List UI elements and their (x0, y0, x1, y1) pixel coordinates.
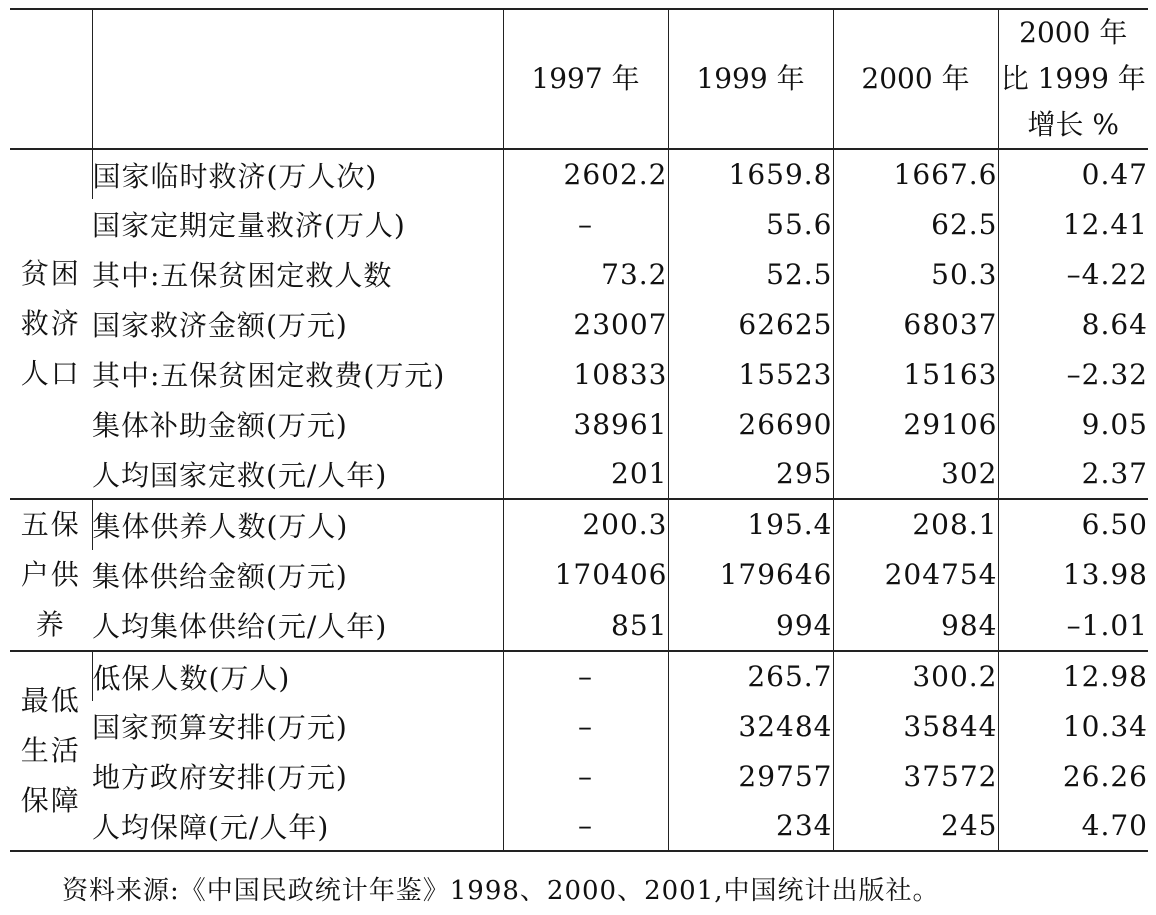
value-cell-v2000: 984 (833, 600, 998, 651)
value-cell-v2000: 245 (833, 801, 998, 851)
value-cell-v1999: 179646 (668, 550, 833, 601)
value-cell-growth: –2.32 (998, 349, 1148, 399)
value-cell-growth: 6.50 (998, 499, 1148, 550)
value-cell-v1999: 1659.8 (668, 149, 833, 199)
value-cell-growth: 2.37 (998, 449, 1148, 499)
table-row (10, 199, 1148, 249)
value-cell-v2000: 302 (833, 449, 998, 499)
category-line: 户供 (20, 558, 81, 591)
value-cell-v1997: 2602.2 (503, 149, 668, 199)
value-cell-v1999: 26690 (668, 399, 833, 449)
value-cell-v2000: 68037 (833, 299, 998, 349)
category-line: 最低 (20, 684, 81, 717)
value-cell-growth: 4.70 (998, 801, 1148, 851)
header-2000: 2000 年 (833, 9, 998, 149)
table-group (10, 651, 1148, 851)
table-row (10, 449, 1148, 499)
category-line: 保障 (20, 784, 81, 817)
row-label: 国家救济金额(万元) (92, 309, 348, 342)
value-cell-v1997: 38961 (503, 399, 668, 449)
table-header (10, 9, 1148, 149)
row-label: 国家定期定量救济(万人) (92, 209, 406, 242)
category-cell (10, 149, 92, 499)
header-1999: 1999 年 (668, 9, 833, 149)
header-growth-line3: 增长 % (1027, 108, 1119, 141)
header-growth (998, 9, 1148, 149)
value-cell-v2000: 37572 (833, 751, 998, 801)
category-line: 人口 (20, 357, 81, 390)
value-cell-v1999: 29757 (668, 751, 833, 801)
value-cell-v2000: 50.3 (833, 249, 998, 299)
header-growth-line1: 2000 年 (1019, 16, 1128, 49)
value-cell-growth: 13.98 (998, 550, 1148, 601)
row-label: 低保人数(万人) (92, 651, 503, 701)
value-cell-v2000: 204754 (833, 550, 998, 601)
row-label: 其中:五保贫困定救费(万元) (92, 359, 446, 392)
row-label: 国家预算安排(万元) (92, 711, 348, 744)
table-row (10, 651, 1148, 701)
header-growth-line2: 比 1999 年 (1000, 62, 1146, 95)
value-cell-v1997: – (503, 199, 668, 249)
value-cell-v1997: 73.2 (503, 249, 668, 299)
value-cell-growth: –4.22 (998, 249, 1148, 299)
value-cell-v1999: 195.4 (668, 499, 833, 550)
category-line: 五保 (20, 508, 81, 541)
value-cell-v1999: 62625 (668, 299, 833, 349)
header-item-cell (92, 9, 503, 149)
value-cell-v1999: 32484 (668, 701, 833, 751)
table-row (10, 701, 1148, 751)
table-row (10, 349, 1148, 399)
row-label: 地方政府安排(万元) (92, 761, 348, 794)
value-cell-growth: 10.34 (998, 701, 1148, 751)
value-cell-v2000: 15163 (833, 349, 998, 399)
value-cell-v2000: 35844 (833, 701, 998, 751)
value-cell-v1999: 234 (668, 801, 833, 851)
value-cell-growth: 12.98 (998, 651, 1148, 701)
value-cell-growth: 0.47 (998, 149, 1148, 199)
value-cell-growth: –1.01 (998, 600, 1148, 651)
header-1997: 1997 年 (503, 9, 668, 149)
table-row (10, 550, 1148, 601)
value-cell-growth: 26.26 (998, 751, 1148, 801)
value-cell-v1999: 55.6 (668, 199, 833, 249)
value-cell-v2000: 62.5 (833, 199, 998, 249)
category-line: 贫困 (20, 257, 81, 290)
value-cell-v2000: 29106 (833, 399, 998, 449)
header-category-cell (10, 9, 92, 149)
row-label: 集体供给金额(万元) (92, 559, 348, 593)
value-cell-growth: 8.64 (998, 299, 1148, 349)
value-cell-v1997: 200.3 (503, 499, 668, 550)
category-line: 生活 (20, 734, 81, 767)
value-cell-v1997: – (503, 701, 668, 751)
value-cell-v1997: – (503, 751, 668, 801)
value-cell-v1997: – (503, 801, 668, 851)
table-row (10, 751, 1148, 801)
table-group (10, 499, 1148, 651)
value-cell-v1997: 23007 (503, 299, 668, 349)
row-label: 人均国家定救(元/人年) (92, 458, 388, 492)
header-row (10, 9, 1148, 149)
row-label: 集体补助金额(万元) (92, 409, 348, 442)
value-cell-v1999: 15523 (668, 349, 833, 399)
value-cell-v2000: 208.1 (833, 499, 998, 550)
table-row (10, 299, 1148, 349)
value-cell-v1997: 10833 (503, 349, 668, 399)
category-cell (10, 499, 92, 651)
category-line: 救济 (20, 307, 81, 340)
row-label: 国家临时救济(万人次) (92, 149, 503, 199)
value-cell-v1999: 994 (668, 600, 833, 651)
value-cell-v1999: 295 (668, 449, 833, 499)
value-cell-v1997: 170406 (503, 550, 668, 601)
value-cell-growth: 9.05 (998, 399, 1148, 449)
value-cell-v1999: 265.7 (668, 651, 833, 701)
value-cell-growth: 12.41 (998, 199, 1148, 249)
table-row (10, 801, 1148, 851)
row-label: 集体供养人数(万人) (92, 499, 503, 550)
table-row (10, 499, 1148, 550)
category-cell (10, 651, 92, 851)
statistics-table (10, 8, 1148, 852)
table-row (10, 149, 1148, 199)
row-label: 人均保障(元/人年) (92, 810, 330, 844)
source-note: 资料来源:《中国民政统计年鉴》1998、2000、2001,中国统计出版社。 (62, 876, 940, 906)
table-group (10, 149, 1148, 499)
value-cell-v1997: 201 (503, 449, 668, 499)
row-label: 其中:五保贫困定救人数 (92, 259, 393, 292)
row-label: 人均集体供给(元/人年) (92, 610, 388, 644)
table-row (10, 600, 1148, 651)
table-row (10, 249, 1148, 299)
table-row (10, 399, 1148, 449)
value-cell-v2000: 300.2 (833, 651, 998, 701)
value-cell-v1997: 851 (503, 600, 668, 651)
value-cell-v1999: 52.5 (668, 249, 833, 299)
category-line: 养 (35, 608, 66, 641)
value-cell-v1997: – (503, 651, 668, 701)
value-cell-v2000: 1667.6 (833, 149, 998, 199)
